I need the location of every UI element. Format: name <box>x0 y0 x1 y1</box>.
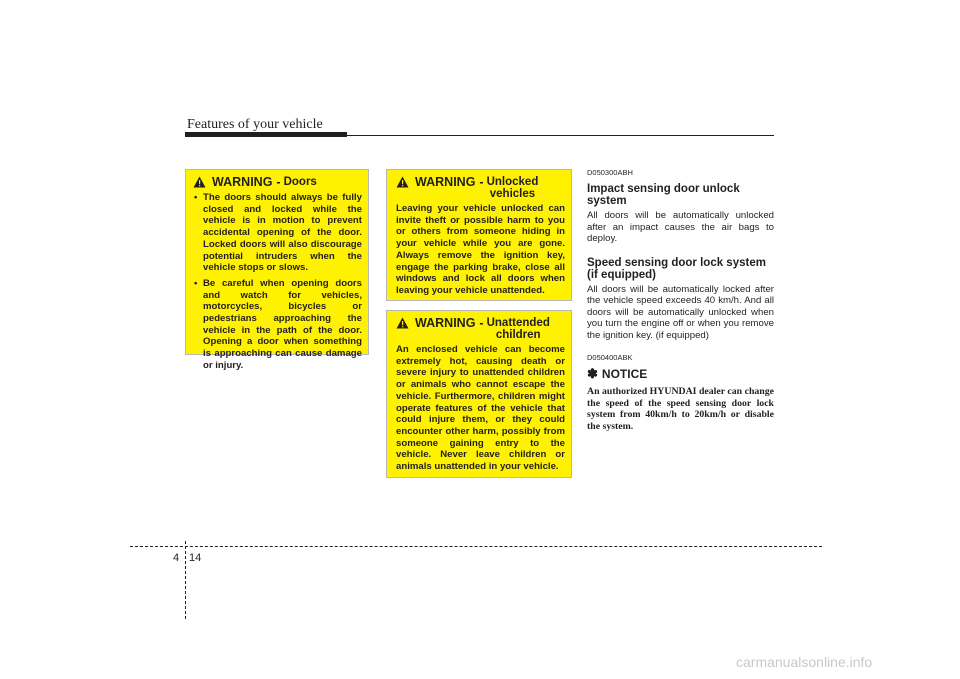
list-item: • The doors should always be fully closed and locked while the vehicle is in motion to prevent accidental opening of the door. Locked doors will also discourage potential intruders when the vehicle stops or slows. <box>194 192 362 274</box>
warning-triangle-icon <box>396 317 409 329</box>
notice-title <box>587 366 774 382</box>
warning-box-unlocked-vehicles <box>386 169 572 301</box>
right-column <box>587 168 774 433</box>
warning-topic-line2: children <box>495 329 541 341</box>
warning-heading-children <box>396 317 565 341</box>
speed-section-title: Speed sensing door lock system (if equipped) <box>587 256 766 281</box>
warning-box-unattended-children <box>386 310 572 478</box>
warning-topic <box>487 176 539 200</box>
page-header-title: Features of your vehicle <box>187 117 323 132</box>
speed-section-body: All doors will be automatically locked after the vehicle speed exceeds 40 km/h. And all doors will be automatically unlocked when you turn the engine off or when you remove the ignition key. (if equipped) <box>587 283 774 341</box>
footer-dashed-rule <box>130 546 822 547</box>
warning-word: WARNING <box>415 316 476 330</box>
warning-topic <box>487 317 550 341</box>
list-item: • Be careful when opening doors and watch for vehicles, motorcycles, bicycles or pedestrians approaching the vehicle in the path of the door. Opening a door when something is approaching can cause damage or injury. <box>194 277 362 371</box>
header-rule-thin <box>347 135 774 136</box>
warning-topic: Doors <box>283 176 317 188</box>
section-code: D050400ABK <box>587 353 633 362</box>
impact-section-title: Impact sensing door unlock system <box>587 183 740 207</box>
warning-doors-list <box>193 192 362 372</box>
warning-triangle-icon <box>193 176 206 188</box>
chapter-number: 4 <box>173 552 180 564</box>
warning-children-body: An enclosed vehicle can become extremely hot, causing death or severe injury to unattended children or animals who cannot escape the vehicle. Furthermore, children might operate features of the vehicle that could injure them, or they could encounter other harm, possibly from someone gaining entry to the vehicle. Never leave children or animals unattended in your vehicle. <box>396 344 565 473</box>
footer-page-separator <box>185 541 186 619</box>
notice-title-text: NOTICE <box>601 367 648 381</box>
warning-heading-unlocked <box>396 176 565 200</box>
warning-dash: - <box>276 175 281 189</box>
notice-body: An authorized HYUNDAI dealer can change the speed of the speed sensing door lock system from 40km/h to 20km/h or disable the system. <box>587 386 774 433</box>
bullet-text: Be careful when opening doors and watch for vehicles, motorcycles, bicycles or pedestrians approaching the vehicle in the path of the door. Opening a door when something is approaching can cause damage or injury. <box>203 277 362 371</box>
warning-heading-doors <box>193 176 362 188</box>
warning-dash: - <box>479 175 484 189</box>
bullet-text: The doors should always be fully closed and locked while the vehicle is in motion to prevent accidental opening of the door. Locked doors will also discourage potential intruders when the vehicle stops or slows. <box>203 192 362 274</box>
warning-topic-line1: Unlocked <box>486 176 539 188</box>
page-number: 14 <box>189 552 202 564</box>
warning-box-doors <box>185 169 369 371</box>
warning-topic-line2: vehicles <box>489 188 536 200</box>
impact-section-body: All doors will be automatically unlocked after an impact causes the air bags to deploy. <box>587 210 774 244</box>
notice-star-icon: ✽ <box>587 366 598 381</box>
warning-unlocked-body: Leaving your vehicle unlocked can invite theft or possible harm to you or others from someone hiding in your vehicle while you are gone. Always remove the ignition key, engage the parking brake, close all windows and lock all doors when leaving your vehicle unattended. <box>396 203 565 296</box>
warning-dash: - <box>479 316 484 330</box>
warning-topic-line1: Unattended <box>486 317 550 329</box>
warning-word: WARNING <box>212 175 273 189</box>
section-code: D050300ABH <box>587 168 633 177</box>
warning-triangle-icon <box>396 176 409 188</box>
header-rule-thick <box>185 132 347 137</box>
warning-word: WARNING <box>415 175 476 189</box>
watermark: carmanualsonline.info <box>736 654 873 670</box>
